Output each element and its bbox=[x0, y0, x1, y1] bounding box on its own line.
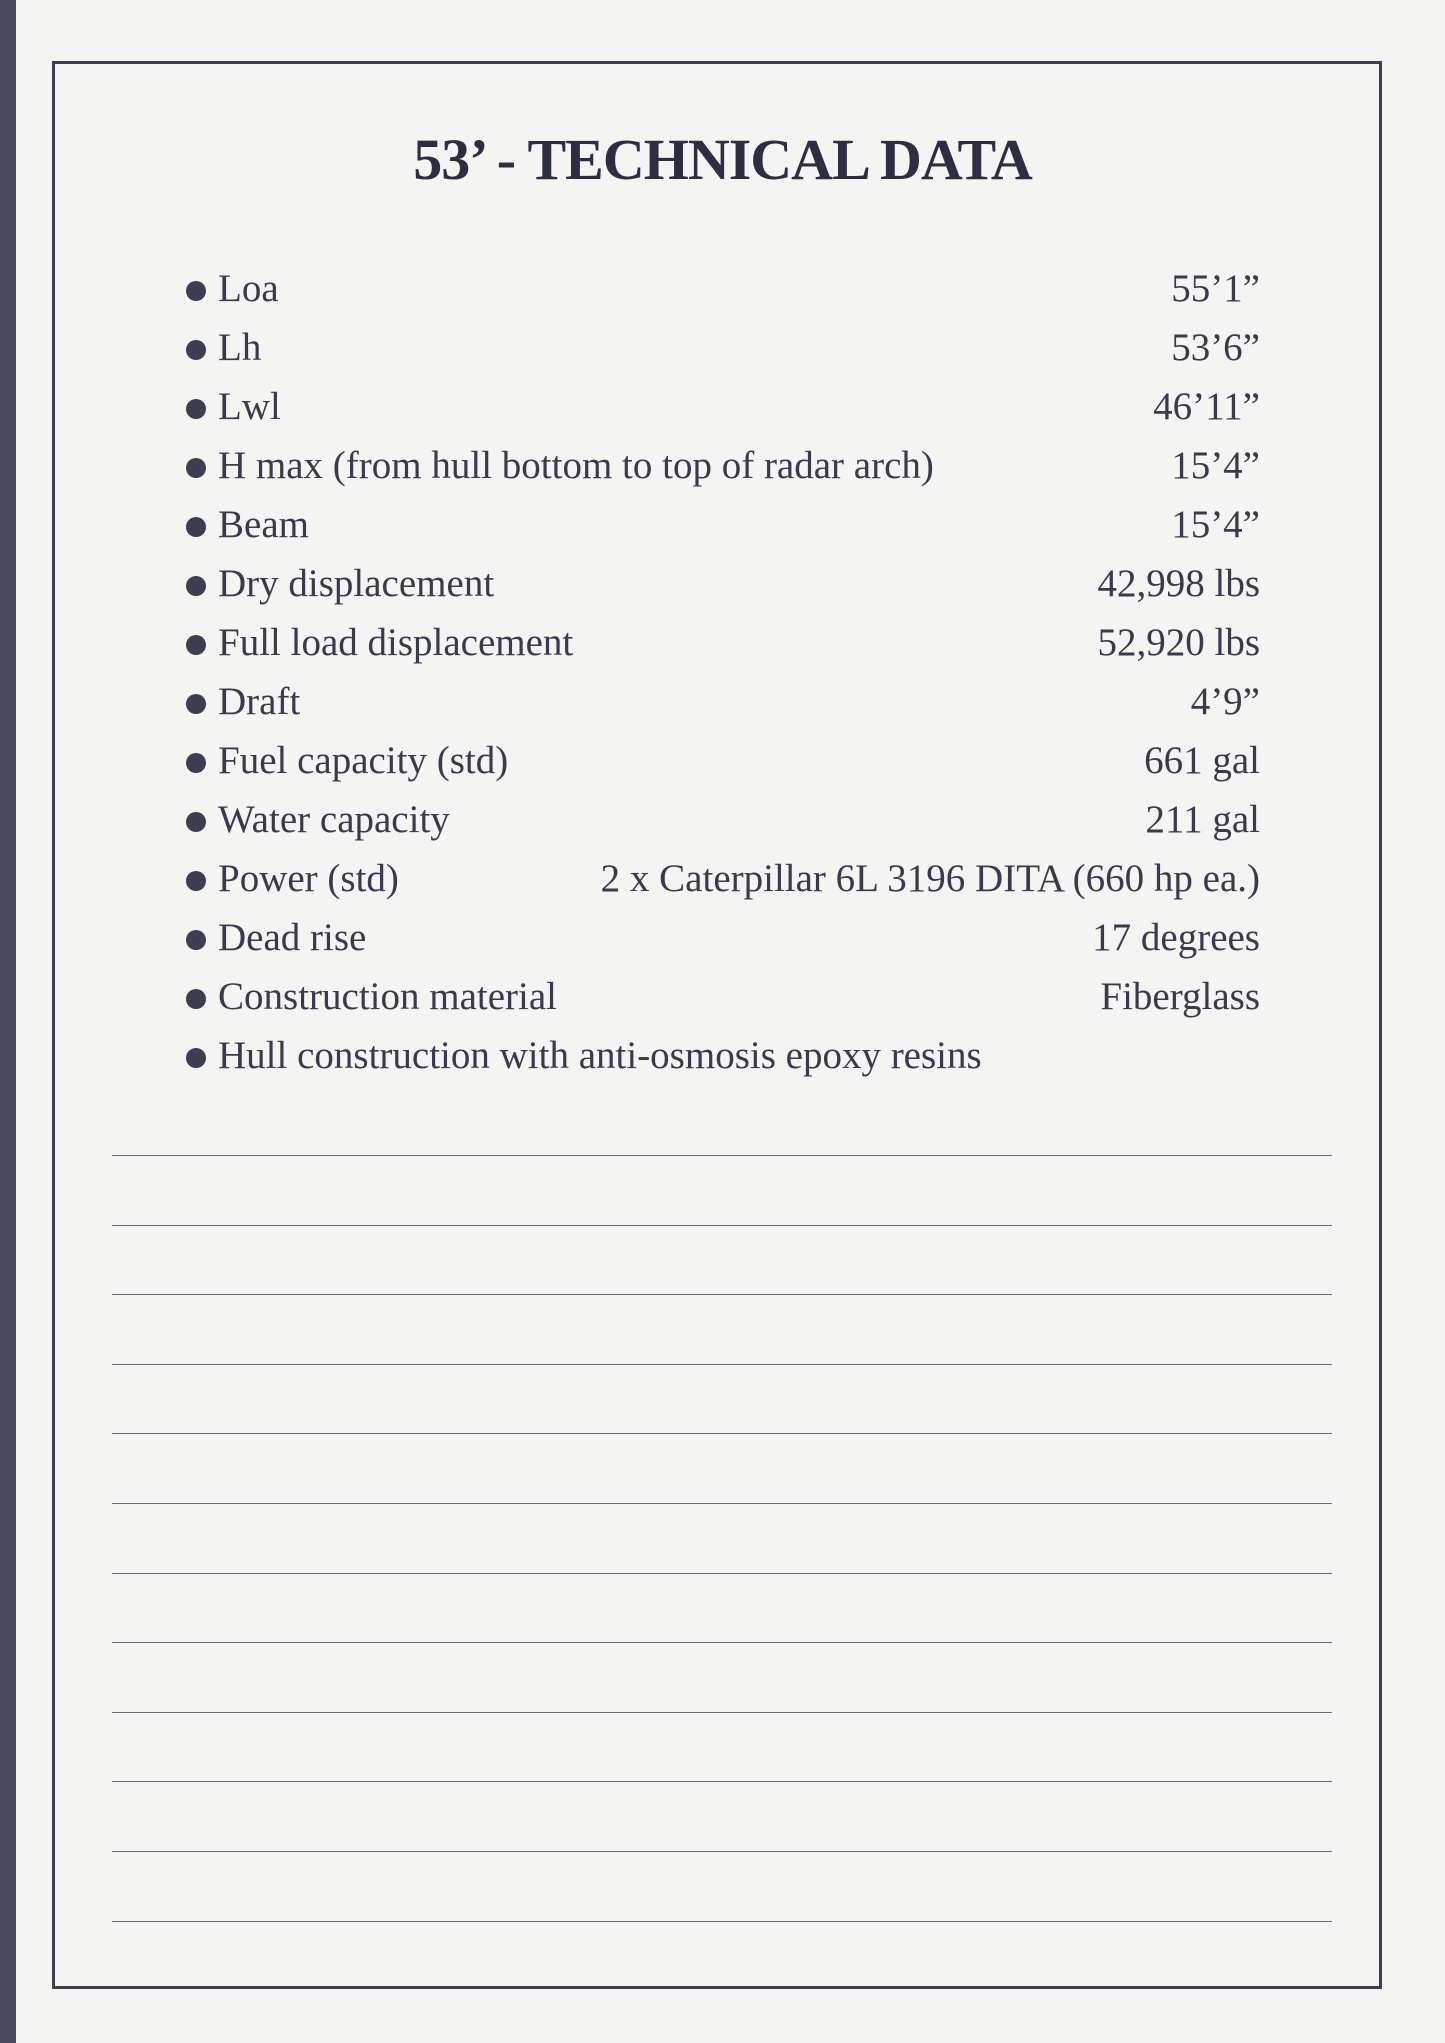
spec-value: 15’4” bbox=[1171, 444, 1260, 487]
bullet-icon bbox=[186, 989, 206, 1009]
spec-value: 211 gal bbox=[1145, 798, 1260, 841]
note-line bbox=[112, 1852, 1332, 1922]
bullet-icon bbox=[186, 517, 206, 537]
spec-label: Dead rise bbox=[218, 916, 367, 959]
spec-label: Construction material bbox=[218, 975, 558, 1018]
spec-label: Loa bbox=[218, 267, 279, 310]
page-title: 53’ - TECHNICAL DATA bbox=[413, 127, 1032, 192]
spec-row-fuel-capacity bbox=[180, 731, 1260, 790]
spec-row-h-max bbox=[180, 436, 1260, 495]
spec-row-construction-material bbox=[180, 967, 1260, 1026]
note-line bbox=[112, 1226, 1332, 1296]
spec-row-full-load-displacement bbox=[180, 613, 1260, 672]
spec-value: Fiberglass bbox=[1100, 975, 1260, 1018]
spec-label: Hull construction with anti-osmosis epoxy resins bbox=[218, 1034, 982, 1077]
bullet-icon bbox=[186, 694, 206, 714]
bullet-icon bbox=[186, 399, 206, 419]
spec-label: Draft bbox=[218, 680, 301, 723]
bullet-icon bbox=[186, 340, 206, 360]
note-line bbox=[112, 1365, 1332, 1435]
spec-row-power bbox=[180, 849, 1260, 908]
note-line bbox=[112, 1782, 1332, 1852]
note-line bbox=[112, 1434, 1332, 1504]
bullet-icon bbox=[186, 753, 206, 773]
spec-label: Full load displacement bbox=[218, 621, 574, 664]
bullet-icon bbox=[186, 812, 206, 832]
spec-row-lh bbox=[180, 318, 1260, 377]
spec-label: Water capacity bbox=[218, 798, 450, 841]
spec-row-beam bbox=[180, 495, 1260, 554]
spec-value: 42,998 lbs bbox=[1097, 562, 1260, 605]
spec-label: Beam bbox=[218, 503, 309, 546]
bullet-icon bbox=[186, 871, 206, 891]
note-line bbox=[112, 1504, 1332, 1574]
spec-value: 53’6” bbox=[1171, 326, 1260, 369]
spec-row-dead-rise bbox=[180, 908, 1260, 967]
note-line bbox=[112, 1295, 1332, 1365]
spec-label: Lwl bbox=[218, 385, 281, 428]
spec-label: H max (from hull bottom to top of radar arch) bbox=[218, 444, 934, 487]
notes-area bbox=[112, 1155, 1332, 1922]
spec-label: Lh bbox=[218, 326, 262, 369]
note-line bbox=[112, 1574, 1332, 1644]
spec-label: Dry displacement bbox=[218, 562, 495, 605]
spec-value: 55’1” bbox=[1171, 267, 1260, 310]
spec-value: 661 gal bbox=[1144, 739, 1260, 782]
bullet-icon bbox=[186, 1048, 206, 1068]
spec-row-water-capacity bbox=[180, 790, 1260, 849]
spec-value: 2 x Caterpillar 6L 3196 DITA (660 hp ea.) bbox=[600, 857, 1260, 900]
spec-value: 46’11” bbox=[1153, 385, 1260, 428]
bullet-icon bbox=[186, 930, 206, 950]
note-line bbox=[112, 1713, 1332, 1783]
note-line bbox=[112, 1156, 1332, 1226]
bullet-icon bbox=[186, 576, 206, 596]
spec-value: 52,920 lbs bbox=[1097, 621, 1260, 664]
bullet-icon bbox=[186, 281, 206, 301]
page-edge bbox=[0, 0, 16, 2043]
spec-row-lwl bbox=[180, 377, 1260, 436]
spec-value: 15’4” bbox=[1171, 503, 1260, 546]
spec-row-dry-displacement bbox=[180, 554, 1260, 613]
spec-list bbox=[180, 259, 1260, 1085]
spec-value: 4’9” bbox=[1190, 680, 1260, 723]
spec-label: Power (std) bbox=[218, 857, 399, 900]
spec-value: 17 degrees bbox=[1092, 916, 1260, 959]
bullet-icon bbox=[186, 635, 206, 655]
bullet-icon bbox=[186, 458, 206, 478]
spec-row-draft bbox=[180, 672, 1260, 731]
spec-row-loa bbox=[180, 259, 1260, 318]
spec-label: Fuel capacity (std) bbox=[218, 739, 509, 782]
note-line bbox=[112, 1643, 1332, 1713]
spec-row-hull-construction bbox=[180, 1026, 1260, 1085]
